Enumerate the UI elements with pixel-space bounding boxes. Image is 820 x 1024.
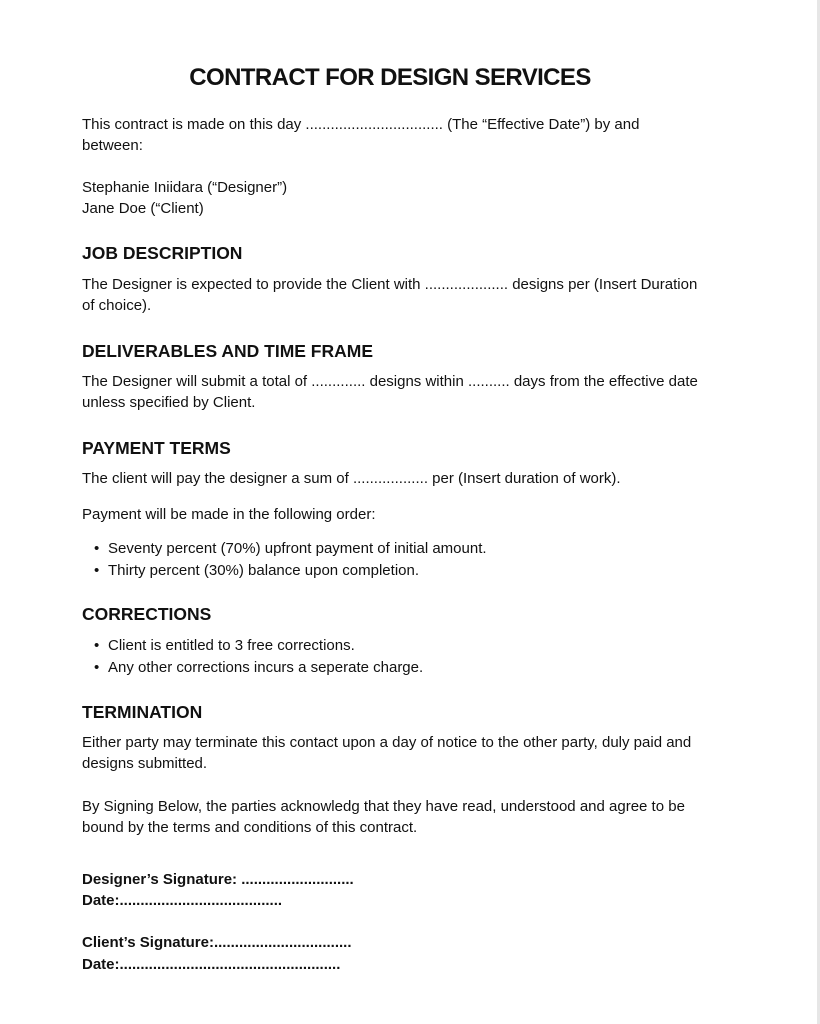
- termination-text-1: Either party may terminate this contact upon a day of notice to the other party, duly paid and: [82, 734, 692, 751]
- list-item: • Thirty percent (30%) balance upon completion.: [82, 560, 487, 582]
- job-description-text-2: of choice).: [82, 297, 152, 314]
- deliverables-heading: DELIVERABLES AND TIME FRAME: [82, 341, 374, 361]
- client-date-line: Date:.....................................................: [82, 956, 341, 973]
- list-item: • Client is entitled to 3 free corrections.: [82, 635, 423, 657]
- job-description-heading: JOB DESCRIPTION: [82, 243, 243, 263]
- acknowledgement-line-1: By Signing Below, the parties acknowledg that they have read, understood and agree to be: [82, 798, 685, 815]
- termination-text-2: designs submitted.: [82, 755, 208, 772]
- party-designer: Stephanie Iniidara (“Designer”): [82, 179, 288, 196]
- payment-order-intro: Payment will be made in the following order:: [82, 506, 376, 523]
- deliverables-text-2: unless specified by Client.: [82, 394, 256, 411]
- corrections-bullet-list: [82, 635, 423, 678]
- deliverables-text-1: The Designer will submit a total of ............. designs within .......... days from the effective date: [82, 373, 698, 390]
- document-title: CONTRACT FOR DESIGN SERVICES: [189, 64, 591, 91]
- designer-signature-line: Designer’s Signature: ...........................: [82, 871, 354, 888]
- payment-terms-text: The client will pay the designer a sum of .................. per (Insert duration of work).: [82, 470, 621, 487]
- payment-bullet-list: [82, 538, 487, 581]
- acknowledgement-line-2: bound by the terms and conditions of this contract.: [82, 819, 418, 836]
- client-signature-line: Client’s Signature:.................................: [82, 934, 352, 951]
- termination-heading: TERMINATION: [82, 702, 203, 722]
- party-client: Jane Doe (“Client): [82, 200, 204, 217]
- list-item: • Any other corrections incurs a seperate charge.: [82, 657, 423, 679]
- job-description-text-1: The Designer is expected to provide the Client with .................... designs per (Insert Duration: [82, 276, 698, 293]
- designer-date-line: Date:.......................................: [82, 892, 283, 909]
- list-item: • Seventy percent (70%) upfront payment of initial amount.: [82, 538, 487, 560]
- intro-line-1: This contract is made on this day ................................. (The “Effective Date”) by and: [82, 116, 640, 133]
- corrections-heading: CORRECTIONS: [82, 604, 212, 624]
- intro-line-2: between:: [82, 137, 143, 154]
- payment-terms-heading: PAYMENT TERMS: [82, 438, 231, 458]
